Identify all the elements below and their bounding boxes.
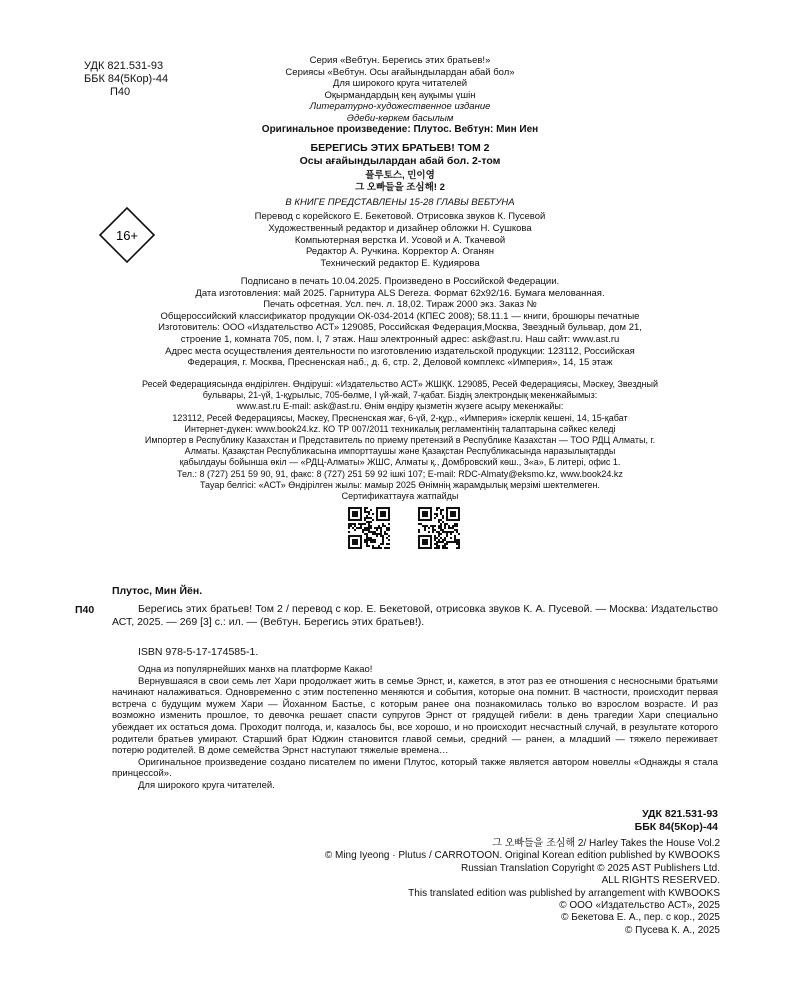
age-rating-badge: [98, 206, 156, 264]
annotation: [112, 664, 718, 792]
annotation-paragraph: Одна из популярнейших манхв на платформе Какао!: [138, 664, 373, 675]
credits-block: [160, 211, 640, 270]
copyright-line: © Бекетова Е. А., пер. с кор., 2025: [561, 912, 720, 924]
qr-codes: [348, 507, 460, 553]
title-kz: Осы ағайындылардан абай бол. 2-том: [299, 154, 501, 167]
kz-line: Алматы. Қазақстан Республикасына импорттаушы және Қазақстан Республикасында наразылықтарды: [184, 446, 616, 457]
kz-line: Интернет-дүкен: www.book24.kz. КО ТР 007/2011 техникалық регламентінің талаптарына сәйкес келеді: [184, 423, 616, 434]
kz-line: www.ast.ru E-mail: ask@ast.ru. Өнім өндіру қызметін жүзеге асыру мекенжайы:: [236, 401, 564, 412]
copyright-line: © Пусева К. А., 2025: [625, 924, 720, 936]
korean-block: [190, 170, 610, 194]
series-line: Сериясы «Вебтун. Осы ағайындылардан абай бол»: [285, 66, 515, 78]
copyright-line: This translated edition was published by arrangement with KWBOOKS: [408, 887, 720, 899]
credit-line: Перевод с корейского Е. Бекетовой. Отрисовка звуков К. Пусевой: [254, 211, 546, 222]
copyright-line: © ООО «Издательство АСТ», 2025: [559, 900, 720, 912]
title-ru: БЕРЕГИСЬ ЭТИХ БРАТЬЕВ! ТОМ 2: [310, 142, 490, 154]
copyright-line: Russian Translation Copyright © 2025 AST Publishers Ltd.: [461, 862, 720, 874]
series-line: Для широкого круга читателей: [332, 78, 468, 90]
imprint-line: Федерация, г. Москва, Пресненская наб., д. 6, стр. 2, Деловой комплекс «Империя», 14, 15 этаж: [187, 357, 613, 369]
classification-codes: [84, 60, 174, 99]
kz-line: қабылдауы бойынша өкіл — «РДЦ-Алматы» ЖШС, Алматы қ., Домбровский көш., 3«а», Б литері, офис 1.: [179, 457, 621, 468]
imprint-line: Дата изготовления: май 2025. Гарнитура ALS Dereza. Формат 62x92/16. Бумага мелованная.: [195, 287, 605, 299]
udk-code: УДК 821.531-93: [84, 60, 164, 72]
catalog-author-mark: П40: [75, 604, 95, 616]
annotation-paragraph: Оригинальное произведение создано писателем по имени Плутос, который также является автором новеллы «Однажды я стала принцессой».: [112, 756, 718, 780]
imprint-line: Печать офсетная. Усл. печ. л. 18,02. Тираж 2000 экз. Заказ №: [263, 299, 537, 311]
kz-line: Тел.: 8 (727) 251 59 90, 91, факс: 8 (727) 251 59 92 ішкі 107; E-mail: RDC-Almaty@eksmo.kz, www.book24.kz: [177, 468, 623, 479]
credit-line: Технический редактор Е. Кудиярова: [320, 258, 480, 270]
qr-code-icon: [418, 507, 460, 549]
imprint-line: строение 1, комната 705, пом. I, 7 этаж. Наш электронный адрес: ask@ast.ru. Наш сайт: www.ast.ru: [180, 333, 620, 345]
korean-authors: 플루토스, 민이영: [365, 170, 435, 181]
catalog-author: Плутос, Мин Йён.: [112, 585, 203, 597]
chapters-note: В КНИГЕ ПРЕДСТАВЛЕНЫ 15-28 ГЛАВЫ ВЕБТУНА: [285, 197, 515, 208]
series-line: Литературно-художественное издание: [309, 101, 491, 113]
credit-line: Художественный редактор и дизайнер обложки Н. Сушкова: [268, 222, 532, 234]
imprint-line: Изготовитель: ООО «Издательство АСТ» 129085, Российская Федерация,Москва, Звездный бульвар, дом 21,: [158, 322, 642, 334]
bottom-classification-codes: [560, 808, 718, 833]
kz-line: Импортер в Республику Казахстан и Представитель по приему претензий в Республике Казахстан — ТОО РДЦ Алматы, г.: [144, 435, 656, 446]
annotation-paragraph: Для широкого круга читателей.: [138, 779, 275, 791]
imprint-line: Подписано в печать 10.04.2025. Произведено в Российской Федерации.: [240, 276, 560, 287]
qr-code-icon: [348, 507, 390, 549]
isbn: ISBN 978-5-17-174585-1.: [138, 646, 259, 658]
series-line: Әдеби-көркем басылым: [346, 112, 454, 124]
kz-line: 123112, Ресей Федерациясы, Мәскеу, Пресненская жағ, 6-үй, 2-құр., «Империя» іскерлік кешені, 14, 15-қабат: [172, 412, 628, 423]
copyright-line: ALL RIGHTS RESERVED.: [601, 875, 720, 887]
diamond-icon: [98, 206, 156, 264]
kz-line: Ресей Федерациясында өндірілген. Өндіруші: «Издательство АСТ» ЖШҚК. 129085, Ресей Федерациясы, Мәскеу, Звездный: [141, 379, 659, 389]
kz-line: Тауар белгісі: «АСТ» Өндірілген жылы: мамыр 2025 Өнімнің жарамдылық мерзімі шектелмеген.: [199, 479, 601, 490]
imprint-line: Адрес места осуществления деятельности по изготовлению издательской продукции: 123112, Российская: [165, 345, 635, 357]
copyright-line: © Ming Iyeong · Plutus / CARROTOON. Original Korean edition published by KWBOOKS: [324, 850, 720, 862]
korean-title: 그 오빠들을 조심해! 2: [355, 182, 445, 193]
catalog-description: Берегись этих братьев! Том 2 / перевод с кор. Е. Бекетовой, отрисовка звуков К. А. Пусевой. — Москва: Издательство АСТ, 2025. — 269 [3] с.: ил. — (Вебтун. Берегись этих братьев!).: [112, 603, 718, 628]
original-work-line: Оригинальное произведение: Плутос. Вебтун: Мин Иен: [261, 124, 539, 135]
imprint-block: [70, 276, 730, 369]
author-mark: П40: [110, 86, 131, 98]
bbk-code: ББК 84(5Кор)-44: [84, 73, 169, 85]
title-block: [190, 142, 610, 167]
credit-line: Компьютерная верстка И. Усовой и А. Ткачевой: [294, 234, 506, 246]
series-block: [190, 55, 610, 125]
series-line: Оқырмандардың кең ауқымы үшін: [324, 89, 476, 101]
age-rating-text: 16+: [115, 228, 139, 243]
kz-line: Сертификаттауға жатпайды: [341, 491, 459, 502]
imprint-line: Общероссийский классификатор продукции ОК-034-2014 (КПЕС 2008); 58.11.1 — книги, брошюры печатные: [160, 310, 640, 322]
copyright-block: [150, 838, 720, 937]
kz-line: бульвары, 21-үй, 1-құрылыс, 705-бөлме, I үй-жай, 7-қабат. Біздің электрондық мекенжайымыз:: [202, 390, 598, 401]
annotation-paragraph: Вернувшаяся в свои семь лет Хари продолжает жить в семье Эрнст, и, кажется, в этот раз ее отношения с несносными братьями начинают налаживаться. Одновременно с этим постепенно меняются и события, которые она помнит. В частности, происходит первая встреча с будущим мужем Хари — Йоханном Бастье, с которым ранее она познакомилась только во взрослом возрасте. И раз возможно изменить прошлое, то девочка решает спасти супругов Эрнст от грядущей гибели: в день трагедии Хари специально убеждает их остаться дома. Проходит полгода, и, казалось бы, все хорошо, и но происходит несчастный случай, в результате которого родители братьев умирают. Старший брат Юджин становится главой семьи, средний — ранен, а младший — тяжело переживает потерю родителей. В доме семейства Эрнст наступают тяжелые времена…: [112, 675, 718, 757]
copyright-line: 그 오빠들을 조심해 2/ Harley Takes the House Vol.2: [492, 838, 720, 849]
credit-line: Редактор А. Ручкина. Корректор А. Оганян: [305, 246, 495, 258]
bbk-code: ББК 84(5Кор)-44: [634, 820, 718, 833]
kz-info-block: [55, 379, 745, 502]
series-line: Серия «Вебтун. Берегись этих братьев!»: [309, 55, 491, 66]
udk-code: УДК 821.531-93: [642, 808, 718, 820]
